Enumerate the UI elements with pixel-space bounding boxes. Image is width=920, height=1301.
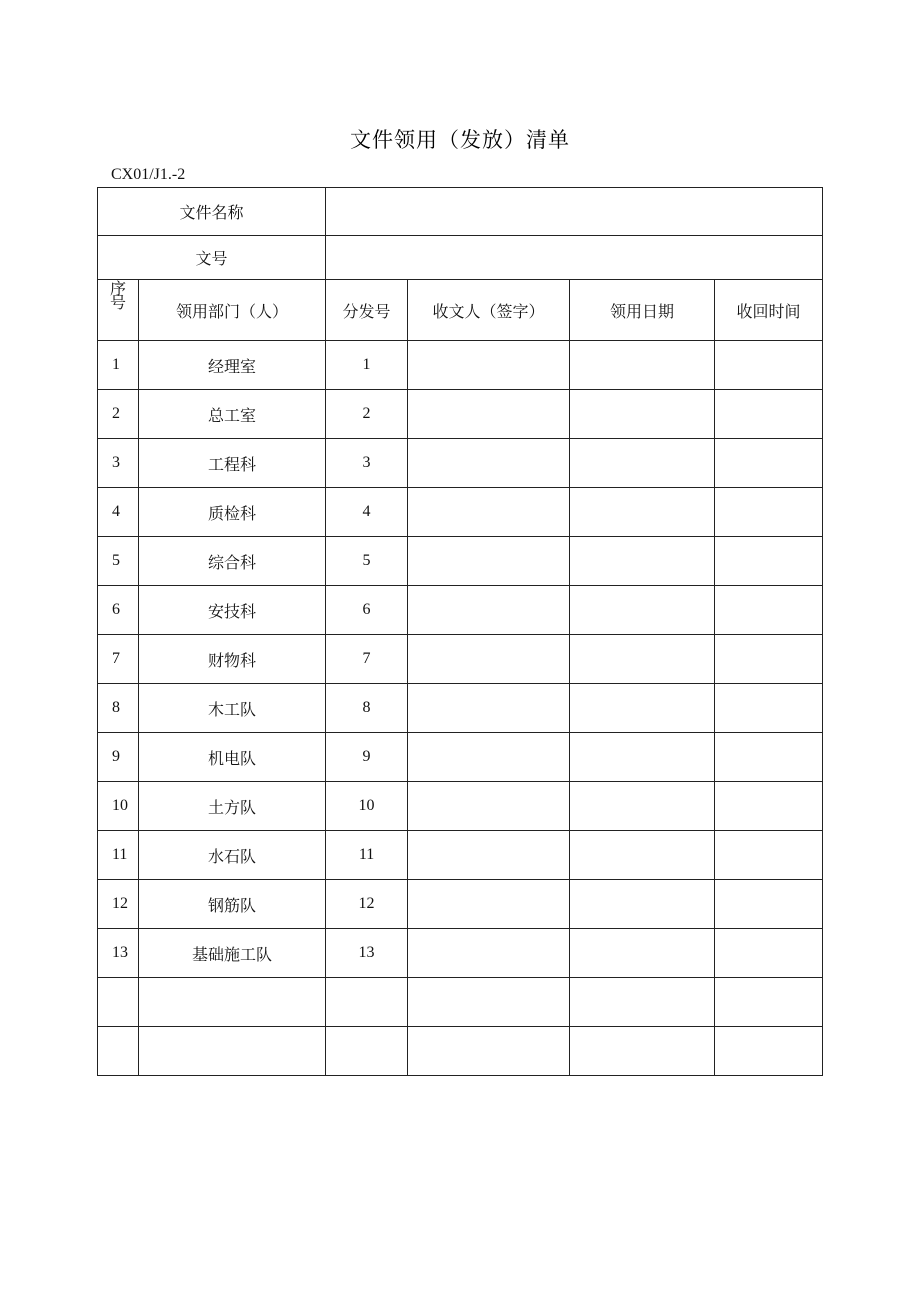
cell-copy-no: 9 xyxy=(326,733,408,782)
cell-seq: 10 xyxy=(98,782,139,831)
header-seq xyxy=(98,280,139,341)
cell-copy-no: 2 xyxy=(326,390,408,439)
cell-recipient-signature[interactable] xyxy=(408,341,570,390)
document-code: CX01/J1.-2 xyxy=(111,166,186,183)
cell-seq: 3 xyxy=(98,439,139,488)
distribution-table xyxy=(97,187,823,1076)
cell-seq: 1 xyxy=(98,341,139,390)
cell-date[interactable] xyxy=(570,341,715,390)
cell-recipient-signature[interactable] xyxy=(408,880,570,929)
cell-seq: 8 xyxy=(98,684,139,733)
cell-return-time[interactable] xyxy=(715,390,823,439)
cell-seq: 13 xyxy=(98,929,139,978)
cell-recipient-signature[interactable] xyxy=(408,586,570,635)
file-name-label: 文件名称 xyxy=(98,188,326,236)
cell-recipient-signature[interactable] xyxy=(408,831,570,880)
cell-seq xyxy=(98,1027,139,1076)
table-row xyxy=(98,684,823,733)
cell-department: 钢筋队 xyxy=(139,880,326,929)
cell-recipient-signature[interactable] xyxy=(408,537,570,586)
table-row xyxy=(98,929,823,978)
cell-return-time[interactable] xyxy=(715,978,823,1027)
cell-return-time[interactable] xyxy=(715,782,823,831)
cell-department: 财物科 xyxy=(139,635,326,684)
cell-department: 综合科 xyxy=(139,537,326,586)
cell-department xyxy=(139,978,326,1027)
cell-return-time[interactable] xyxy=(715,1027,823,1076)
cell-copy-no: 4 xyxy=(326,488,408,537)
cell-seq xyxy=(98,978,139,1027)
cell-recipient-signature[interactable] xyxy=(408,782,570,831)
cell-copy-no xyxy=(326,1027,408,1076)
cell-date[interactable] xyxy=(570,586,715,635)
cell-recipient-signature[interactable] xyxy=(408,635,570,684)
table-row xyxy=(98,782,823,831)
cell-date[interactable] xyxy=(570,978,715,1027)
cell-copy-no: 8 xyxy=(326,684,408,733)
cell-return-time[interactable] xyxy=(715,733,823,782)
header-copy-no: 分发号 xyxy=(326,280,408,341)
file-number-field[interactable] xyxy=(326,236,823,280)
cell-seq: 12 xyxy=(98,880,139,929)
cell-return-time[interactable] xyxy=(715,439,823,488)
cell-date[interactable] xyxy=(570,439,715,488)
cell-recipient-signature[interactable] xyxy=(408,978,570,1027)
cell-department: 基础施工队 xyxy=(139,929,326,978)
table-row xyxy=(98,1027,823,1076)
file-number-row xyxy=(98,236,823,280)
cell-date[interactable] xyxy=(570,831,715,880)
table-row xyxy=(98,635,823,684)
cell-seq: 9 xyxy=(98,733,139,782)
table-row xyxy=(98,733,823,782)
cell-copy-no xyxy=(326,978,408,1027)
cell-date[interactable] xyxy=(570,782,715,831)
cell-return-time[interactable] xyxy=(715,488,823,537)
cell-department: 土方队 xyxy=(139,782,326,831)
cell-seq: 7 xyxy=(98,635,139,684)
cell-recipient-signature[interactable] xyxy=(408,439,570,488)
cell-copy-no: 7 xyxy=(326,635,408,684)
header-department: 领用部门（人） xyxy=(139,280,326,341)
table-row xyxy=(98,439,823,488)
cell-date[interactable] xyxy=(570,488,715,537)
table-row xyxy=(98,341,823,390)
cell-copy-no: 11 xyxy=(326,831,408,880)
cell-department: 木工队 xyxy=(139,684,326,733)
cell-seq: 11 xyxy=(98,831,139,880)
cell-department: 水石队 xyxy=(139,831,326,880)
cell-recipient-signature[interactable] xyxy=(408,929,570,978)
cell-date[interactable] xyxy=(570,880,715,929)
cell-return-time[interactable] xyxy=(715,586,823,635)
cell-department: 总工室 xyxy=(139,390,326,439)
header-date: 领用日期 xyxy=(570,280,715,341)
cell-recipient-signature[interactable] xyxy=(408,390,570,439)
header-seq-bottom: 号 xyxy=(109,293,126,312)
cell-seq: 5 xyxy=(98,537,139,586)
cell-recipient-signature[interactable] xyxy=(408,733,570,782)
cell-date[interactable] xyxy=(570,390,715,439)
document-title: 文件领用（发放）清单 xyxy=(350,128,570,152)
cell-department: 安技科 xyxy=(139,586,326,635)
cell-date[interactable] xyxy=(570,1027,715,1076)
cell-date[interactable] xyxy=(570,684,715,733)
cell-date[interactable] xyxy=(570,733,715,782)
table-row xyxy=(98,831,823,880)
table-row xyxy=(98,488,823,537)
cell-recipient-signature[interactable] xyxy=(408,488,570,537)
cell-department: 质检科 xyxy=(139,488,326,537)
header-recipient: 收文人（签字） xyxy=(408,280,570,341)
file-name-field[interactable] xyxy=(326,188,823,236)
table-row xyxy=(98,537,823,586)
file-name-row xyxy=(98,188,823,236)
cell-recipient-signature[interactable] xyxy=(408,1027,570,1076)
cell-return-time[interactable] xyxy=(715,635,823,684)
table-row xyxy=(98,880,823,929)
cell-seq: 2 xyxy=(98,390,139,439)
cell-return-time[interactable] xyxy=(715,880,823,929)
cell-department: 经理室 xyxy=(139,341,326,390)
cell-copy-no: 5 xyxy=(326,537,408,586)
cell-return-time[interactable] xyxy=(715,537,823,586)
cell-date[interactable] xyxy=(570,929,715,978)
cell-copy-no: 3 xyxy=(326,439,408,488)
table-row xyxy=(98,978,823,1027)
table-row xyxy=(98,586,823,635)
cell-date[interactable] xyxy=(570,537,715,586)
file-number-label: 文号 xyxy=(98,236,326,280)
cell-department xyxy=(139,1027,326,1076)
cell-copy-no: 1 xyxy=(326,341,408,390)
table-row xyxy=(98,390,823,439)
cell-return-time[interactable] xyxy=(715,831,823,880)
header-seq-top: 序 xyxy=(109,279,126,298)
cell-copy-no: 12 xyxy=(326,880,408,929)
cell-copy-no: 6 xyxy=(326,586,408,635)
cell-copy-no: 13 xyxy=(326,929,408,978)
cell-date[interactable] xyxy=(570,635,715,684)
cell-recipient-signature[interactable] xyxy=(408,684,570,733)
cell-department: 工程科 xyxy=(139,439,326,488)
cell-return-time[interactable] xyxy=(715,929,823,978)
table-header-row xyxy=(98,280,823,341)
cell-return-time[interactable] xyxy=(715,684,823,733)
cell-department: 机电队 xyxy=(139,733,326,782)
cell-seq: 4 xyxy=(98,488,139,537)
header-return-time: 收回时间 xyxy=(715,280,823,341)
cell-return-time[interactable] xyxy=(715,341,823,390)
cell-copy-no: 10 xyxy=(326,782,408,831)
cell-seq: 6 xyxy=(98,586,139,635)
